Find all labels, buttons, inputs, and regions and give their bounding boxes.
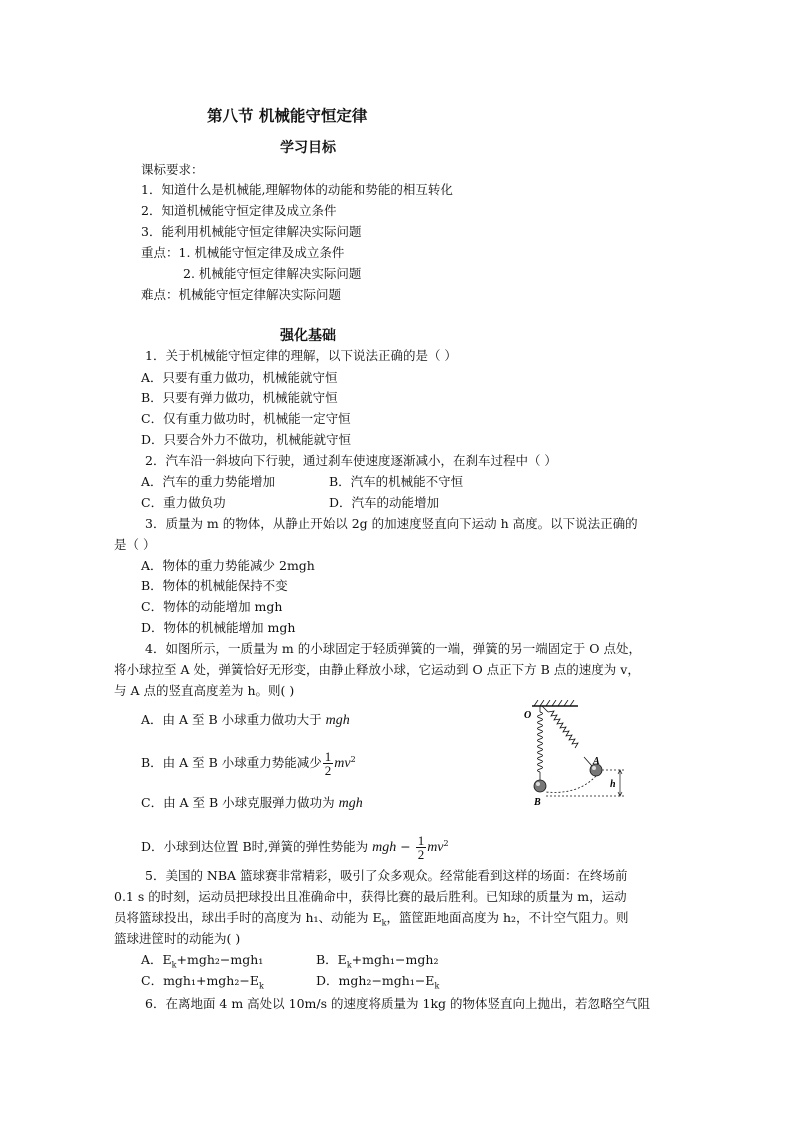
objective-item: 3．能利用机械能守恒定律解决实际问题 bbox=[141, 224, 362, 239]
q4-option-d-fraction bbox=[416, 834, 427, 861]
q4-option-d bbox=[141, 828, 449, 864]
exponent: 2 bbox=[443, 839, 449, 848]
q5-option-c-text: C．mgh₁+mgh₂−E bbox=[141, 973, 259, 988]
q2-stem: 2．汽车沿一斜坡向下行驶，通过刹车使速度逐渐减小，在刹车过程中（ ） bbox=[145, 453, 557, 468]
q1-option-b: B．只要有弹力做功，机械能就守恒 bbox=[141, 390, 338, 405]
q5-option-b-text: B．E bbox=[316, 952, 347, 967]
key-points-1: 重点：1. 机械能守恒定律及成立条件 bbox=[141, 245, 345, 260]
q5-stem: 5．美国的 NBA 篮球赛非常精彩，吸引了众多观众。经常能看到这样的场面：在终场前 bbox=[145, 868, 628, 883]
q4-option-d-math: mv bbox=[427, 840, 444, 856]
label-h: h bbox=[610, 779, 616, 790]
q4-option-a-text: A．由 A 至 B 小球重力做功大于 bbox=[141, 712, 326, 727]
q5-option-a bbox=[141, 952, 263, 974]
q6-stem: 6．在离地面 4 m 高处以 10m/s 的速度将质量为 1kg 的物体竖直向上抛出，若忽略空气阻 bbox=[145, 996, 650, 1011]
q4-option-a-math: mgh bbox=[325, 713, 350, 728]
q5-option-c bbox=[141, 973, 264, 995]
q1-option-c: C．仅有重力做功时，机械能一定守恒 bbox=[141, 411, 351, 426]
q2-option-c: C．重力做负功 bbox=[141, 495, 226, 510]
label-o: O bbox=[524, 710, 532, 721]
fraction-numerator: 1 bbox=[324, 749, 332, 765]
q4-option-c-text: C．由 A 至 B 小球克服弹力做功为 bbox=[141, 795, 339, 810]
difficulty: 难点：机械能守恒定律解决实际问题 bbox=[141, 287, 342, 302]
q4-option-d-math: mgh bbox=[372, 840, 397, 856]
q4-option-c-math: mgh bbox=[338, 796, 363, 811]
section-title-objectives: 学习目标 bbox=[280, 140, 336, 156]
q3-option-d: D．物体的机械能增加 mgh bbox=[141, 620, 296, 635]
q5-stem-text: ，篮筐距地面高度为 h₂，不计空气阻力。则 bbox=[386, 910, 629, 925]
exponent: 2 bbox=[350, 755, 356, 764]
fraction-numerator: 1 bbox=[417, 833, 425, 849]
q5-option-d bbox=[316, 973, 439, 995]
q5-stem-cont: 篮球进筐时的动能为( ) bbox=[114, 931, 241, 946]
q2-option-b: B．汽车的机械能不守恒 bbox=[329, 474, 464, 489]
q5-option-d-text: D．mgh₂−mgh₁−E bbox=[316, 973, 435, 988]
q4-option-a bbox=[141, 712, 350, 729]
key-points-2: 2. 机械能守恒定律解决实际问题 bbox=[183, 266, 362, 281]
subscript-k: k bbox=[171, 960, 177, 970]
q5-option-a-text: A．E bbox=[141, 952, 172, 967]
q5-option-b-text: +mgh₁−mgh₂ bbox=[351, 952, 439, 967]
label-b: B bbox=[534, 797, 541, 808]
fraction-denominator: 2 bbox=[324, 763, 332, 779]
subscript-k: k bbox=[434, 981, 440, 991]
q4-stem: 4．如图所示，一质量为 m 的小球固定于轻质弹簧的一端，弹簧的另一端固定于 O 点处， bbox=[145, 641, 641, 656]
q1-option-d: D．只要合外力不做功，机械能就守恒 bbox=[141, 432, 352, 447]
q5-option-b bbox=[316, 952, 438, 974]
page-title: 第八节 机械能守恒定律 bbox=[207, 106, 368, 125]
q4-option-b-math: mv bbox=[334, 756, 351, 772]
q4-stem-cont: 与 A 点的竖直高度差为 h。则( ) bbox=[114, 683, 295, 698]
spring-pendulum-figure bbox=[508, 700, 638, 810]
q5-stem-cont bbox=[114, 910, 629, 932]
q3-option-b: B．物体的机械能保持不变 bbox=[141, 578, 288, 593]
subscript-k: k bbox=[258, 981, 264, 991]
fraction-denominator: 2 bbox=[417, 847, 425, 863]
q3-option-c: C．物体的动能增加 mgh bbox=[141, 599, 283, 614]
objective-item: 1．知道什么是机械能,理解物体的动能和势能的相互转化 bbox=[141, 182, 453, 197]
ball-b-highlight bbox=[536, 782, 540, 786]
q4-option-b-fraction bbox=[323, 750, 334, 777]
q2-option-a: A．汽车的重力势能增加 bbox=[141, 474, 276, 489]
q4-option-b-text: B．由 A 至 B 小球重力势能减少 bbox=[141, 755, 322, 771]
q4-option-d-text: D．小球到达位置 B时,弹簧的弹性势能为 bbox=[141, 839, 373, 855]
subscript-k: k bbox=[381, 918, 387, 928]
objectives-label: 课标要求： bbox=[141, 162, 204, 177]
ceiling-support bbox=[532, 700, 578, 706]
q1-stem: 1．关于机械能守恒定律的理解，以下说法正确的是（ ） bbox=[145, 348, 457, 363]
spring-inclined bbox=[542, 706, 592, 766]
q4-option-c bbox=[141, 795, 363, 812]
q3-stem: 3．质量为 m 的物体，从静止开始以 2g 的加速度竖直向下运动 h 高度。以下说法正确的 bbox=[145, 516, 638, 531]
minus-sign: − bbox=[396, 839, 415, 855]
section-title-basics: 强化基础 bbox=[280, 328, 336, 344]
objective-item: 2．知道机械能守恒定律及成立条件 bbox=[141, 203, 337, 218]
q5-stem-text: 员将篮球投出，球出手时的高度为 h₁、动能为 E bbox=[114, 910, 382, 925]
q5-option-a-text: +mgh₂−mgh₁ bbox=[176, 952, 264, 967]
spring-vertical bbox=[538, 706, 543, 780]
q3-option-a: A．物体的重力势能减少 2mgh bbox=[141, 558, 315, 573]
trajectory-arc bbox=[546, 776, 596, 792]
q4-stem-cont: 将小球拉至 A 处，弹簧恰好无形变，由静止释放小球，它运动到 O 点正下方 B 点的速度为 v， bbox=[114, 662, 640, 677]
subscript-k: k bbox=[346, 960, 352, 970]
q4-option-b bbox=[141, 744, 356, 780]
ball-b bbox=[534, 780, 546, 792]
q3-stem-cont: 是（ ） bbox=[114, 537, 156, 552]
q1-option-a: A．只要有重力做功，机械能就守恒 bbox=[141, 370, 338, 385]
q5-stem-cont: 0.1 s 的时刻，运动员把球投出且准确命中，获得比赛的最后胜利。已知球的质量为 m，运动 bbox=[114, 889, 627, 904]
label-a: A bbox=[593, 756, 600, 767]
q2-option-d: D．汽车的动能增加 bbox=[329, 495, 440, 510]
